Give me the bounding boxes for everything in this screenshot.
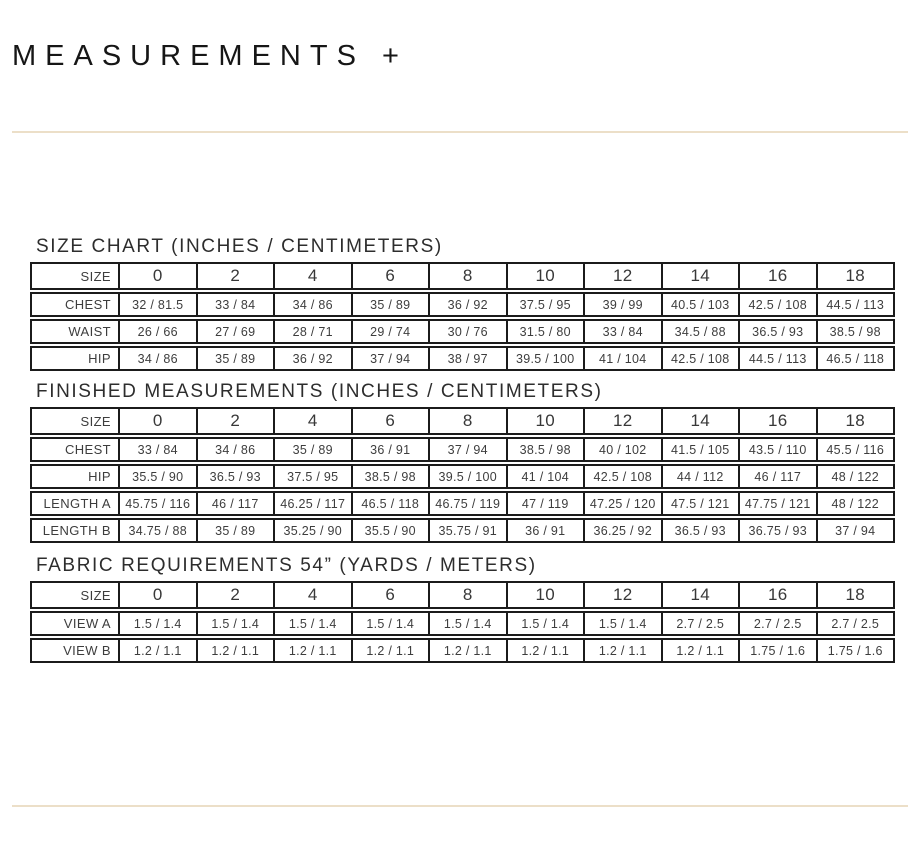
table-row xyxy=(30,437,895,462)
table-row xyxy=(30,464,895,489)
value-cell: 1.75 / 1.6 xyxy=(740,640,818,661)
value-cell: 47 / 119 xyxy=(508,493,586,514)
size-header-row xyxy=(30,407,895,435)
value-cell: 35.5 / 90 xyxy=(353,520,431,541)
value-cell: 29 / 74 xyxy=(353,321,431,342)
value-cell: 44.5 / 113 xyxy=(826,297,885,312)
table-row xyxy=(30,611,895,636)
size-cell: 14 xyxy=(663,583,741,607)
row-label: VIEW A xyxy=(32,613,120,634)
value-cell: 46.25 / 117 xyxy=(275,493,353,514)
value-cell: 45.75 / 116 xyxy=(120,493,198,514)
table-row xyxy=(30,491,895,516)
value-cell: 36.25 / 92 xyxy=(585,520,663,541)
size-cell: 8 xyxy=(430,264,508,288)
value-cell: 37 / 94 xyxy=(430,439,508,460)
row-label: VIEW B xyxy=(32,640,120,661)
value-cell: 35 / 89 xyxy=(353,294,431,315)
value-cell: 40 / 102 xyxy=(585,439,663,460)
size-header-row xyxy=(30,262,895,290)
row-label: HIP xyxy=(32,348,120,369)
value-cell: 38 / 97 xyxy=(430,348,508,369)
value-cell: 38.5 / 98 xyxy=(353,466,431,487)
value-cell: 27 / 69 xyxy=(198,321,276,342)
row-label: SIZE xyxy=(32,264,120,288)
value-cell: 48 / 122 xyxy=(831,469,880,484)
value-cell: 37.5 / 95 xyxy=(508,294,586,315)
size-header-row xyxy=(30,581,895,609)
value-cell: 47.25 / 120 xyxy=(585,493,663,514)
table-row xyxy=(30,518,895,543)
value-cell: 35 / 89 xyxy=(198,348,276,369)
value-cell: 1.75 / 1.6 xyxy=(827,643,883,658)
value-cell: 36.5 / 93 xyxy=(663,520,741,541)
size-cell: 0 xyxy=(120,409,198,433)
value-cell: 35.75 / 91 xyxy=(430,520,508,541)
value-cell: 44.5 / 113 xyxy=(740,348,818,369)
value-cell: 1.5 / 1.4 xyxy=(120,613,198,634)
value-cell: 2.7 / 2.5 xyxy=(740,613,818,634)
size-cell: 6 xyxy=(353,409,431,433)
bottom-divider xyxy=(12,805,908,807)
value-cell: 33 / 84 xyxy=(585,321,663,342)
table-row xyxy=(30,319,895,344)
size-cell: 14 xyxy=(663,409,741,433)
value-cell: 41 / 104 xyxy=(585,348,663,369)
table-row xyxy=(30,638,895,663)
row-label: LENGTH A xyxy=(32,493,120,514)
value-cell: 1.5 / 1.4 xyxy=(275,613,353,634)
size-cell: 18 xyxy=(845,585,865,604)
value-cell: 33 / 84 xyxy=(120,439,198,460)
value-cell: 2.7 / 2.5 xyxy=(831,616,880,631)
value-cell: 45.5 / 116 xyxy=(826,442,885,457)
value-cell: 46.5 / 118 xyxy=(826,351,885,366)
value-cell: 1.2 / 1.1 xyxy=(430,640,508,661)
value-cell: 31.5 / 80 xyxy=(508,321,586,342)
size-cell: 4 xyxy=(275,264,353,288)
finished-measurements-section xyxy=(30,381,895,543)
size-cell: 16 xyxy=(740,583,818,607)
top-divider xyxy=(12,131,908,133)
value-cell: 34.75 / 88 xyxy=(120,520,198,541)
value-cell: 35.25 / 90 xyxy=(275,520,353,541)
value-cell: 33 / 84 xyxy=(198,294,276,315)
finished-measurements-title: FINISHED MEASUREMENTS (INCHES / CENTIMETERS) xyxy=(36,381,603,402)
size-cell: 6 xyxy=(353,583,431,607)
value-cell: 46 / 117 xyxy=(198,493,276,514)
value-cell: 30 / 76 xyxy=(430,321,508,342)
size-cell: 6 xyxy=(353,264,431,288)
size-cell: 16 xyxy=(740,409,818,433)
value-cell: 1.5 / 1.4 xyxy=(198,613,276,634)
size-cell: 0 xyxy=(120,583,198,607)
value-cell: 37 / 94 xyxy=(353,348,431,369)
table-row xyxy=(30,346,895,371)
fabric-requirements-table xyxy=(30,581,895,663)
row-label: SIZE xyxy=(32,409,120,433)
size-cell: 2 xyxy=(198,264,276,288)
value-cell: 1.5 / 1.4 xyxy=(430,613,508,634)
size-cell: 10 xyxy=(508,409,586,433)
size-cell: 10 xyxy=(508,583,586,607)
value-cell: 2.7 / 2.5 xyxy=(663,613,741,634)
finished-measurements-table xyxy=(30,407,895,543)
size-cell: 12 xyxy=(585,409,663,433)
value-cell: 35.5 / 90 xyxy=(120,466,198,487)
value-cell: 46.75 / 119 xyxy=(430,493,508,514)
size-chart-section xyxy=(30,236,895,371)
value-cell: 1.2 / 1.1 xyxy=(508,640,586,661)
value-cell: 1.5 / 1.4 xyxy=(353,613,431,634)
size-cell: 12 xyxy=(585,583,663,607)
value-cell: 39 / 99 xyxy=(585,294,663,315)
measurements-accordion-toggle[interactable]: MEASUREMENTS + xyxy=(12,40,408,72)
value-cell: 36.75 / 93 xyxy=(740,520,818,541)
value-cell: 35 / 89 xyxy=(275,439,353,460)
value-cell: 40.5 / 103 xyxy=(663,294,741,315)
value-cell: 1.2 / 1.1 xyxy=(353,640,431,661)
value-cell: 47.75 / 121 xyxy=(740,493,818,514)
value-cell: 1.2 / 1.1 xyxy=(275,640,353,661)
size-cell: 18 xyxy=(845,411,865,430)
value-cell: 36 / 92 xyxy=(430,294,508,315)
size-cell: 18 xyxy=(845,266,865,285)
value-cell: 39.5 / 100 xyxy=(430,466,508,487)
value-cell: 41 / 104 xyxy=(508,466,586,487)
value-cell: 42.5 / 108 xyxy=(740,294,818,315)
value-cell: 43.5 / 110 xyxy=(740,439,818,460)
value-cell: 36 / 91 xyxy=(508,520,586,541)
size-cell: 2 xyxy=(198,409,276,433)
value-cell: 37 / 94 xyxy=(835,523,876,538)
size-chart-table xyxy=(30,262,895,371)
table-row xyxy=(30,292,895,317)
size-cell: 14 xyxy=(663,264,741,288)
value-cell: 1.5 / 1.4 xyxy=(585,613,663,634)
row-label: HIP xyxy=(32,466,120,487)
row-label: CHEST xyxy=(32,294,120,315)
row-label: SIZE xyxy=(32,583,120,607)
measurements-content xyxy=(30,236,895,673)
value-cell: 35 / 89 xyxy=(198,520,276,541)
value-cell: 41.5 / 105 xyxy=(663,439,741,460)
size-cell: 8 xyxy=(430,409,508,433)
size-cell: 12 xyxy=(585,264,663,288)
size-cell: 8 xyxy=(430,583,508,607)
value-cell: 46 / 117 xyxy=(740,466,818,487)
fabric-requirements-title: FABRIC REQUIREMENTS 54” (YARDS / METERS) xyxy=(36,555,537,576)
value-cell: 36.5 / 93 xyxy=(198,466,276,487)
size-chart-title: SIZE CHART (INCHES / CENTIMETERS) xyxy=(36,236,443,257)
value-cell: 38.5 / 98 xyxy=(829,324,881,339)
value-cell: 38.5 / 98 xyxy=(508,439,586,460)
value-cell: 28 / 71 xyxy=(275,321,353,342)
row-label: WAIST xyxy=(32,321,120,342)
value-cell: 46.5 / 118 xyxy=(353,493,431,514)
value-cell: 42.5 / 108 xyxy=(585,466,663,487)
row-label: LENGTH B xyxy=(32,520,120,541)
value-cell: 39.5 / 100 xyxy=(508,348,586,369)
value-cell: 1.2 / 1.1 xyxy=(585,640,663,661)
value-cell: 36 / 91 xyxy=(353,439,431,460)
size-cell: 10 xyxy=(508,264,586,288)
value-cell: 47.5 / 121 xyxy=(663,493,741,514)
value-cell: 36.5 / 93 xyxy=(740,321,818,342)
value-cell: 26 / 66 xyxy=(120,321,198,342)
value-cell: 48 / 122 xyxy=(831,496,880,511)
value-cell: 1.2 / 1.1 xyxy=(198,640,276,661)
size-cell: 2 xyxy=(198,583,276,607)
value-cell: 1.2 / 1.1 xyxy=(663,640,741,661)
value-cell: 36 / 92 xyxy=(275,348,353,369)
value-cell: 34 / 86 xyxy=(198,439,276,460)
size-cell: 4 xyxy=(275,409,353,433)
value-cell: 37.5 / 95 xyxy=(275,466,353,487)
value-cell: 1.2 / 1.1 xyxy=(120,640,198,661)
size-cell: 0 xyxy=(120,264,198,288)
value-cell: 34 / 86 xyxy=(275,294,353,315)
value-cell: 34 / 86 xyxy=(120,348,198,369)
value-cell: 44 / 112 xyxy=(663,466,741,487)
size-cell: 16 xyxy=(740,264,818,288)
value-cell: 42.5 / 108 xyxy=(663,348,741,369)
fabric-requirements-section xyxy=(30,555,895,663)
row-label: CHEST xyxy=(32,439,120,460)
value-cell: 1.5 / 1.4 xyxy=(508,613,586,634)
size-cell: 4 xyxy=(275,583,353,607)
value-cell: 34.5 / 88 xyxy=(663,321,741,342)
value-cell: 32 / 81.5 xyxy=(120,294,198,315)
